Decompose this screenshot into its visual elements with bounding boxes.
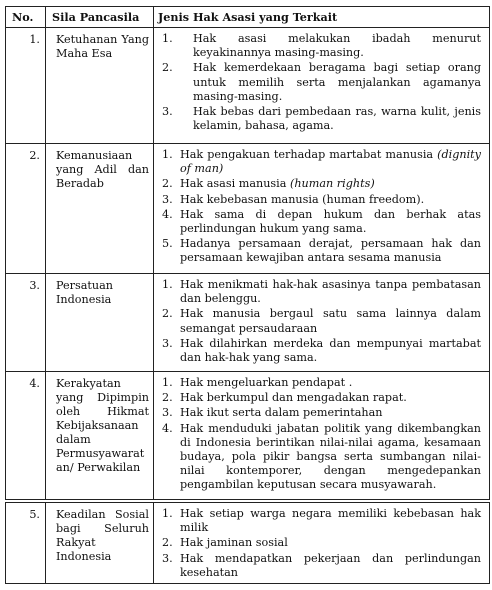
- row-number: 5.: [6, 503, 46, 583]
- rights-list-cell: [154, 28, 489, 143]
- rights-list: [162, 278, 481, 365]
- table-row: [5, 502, 490, 584]
- list-item: 4. Hak menduduki jabatan politik yang dikembangkan di Indonesia berintikan nilai-nilai agama, kesamaan budaya, pola pikir bangsa serta sumbangan nilai-nilai kontemporer, dengan mengedepankan pengambilan keputusan secara musyawarah.: [162, 421, 481, 492]
- list-item: 4. Hak sama di depan hukum dan berhak atas perlindungan hukum yang sama.: [162, 207, 481, 236]
- sila-name: Kemanusiaan yang Adil dan Beradab: [46, 144, 154, 273]
- list-item: 1. Hak mengeluarkan pendapat .: [162, 376, 353, 389]
- table-row: [5, 372, 490, 500]
- header-no: No.: [6, 7, 46, 27]
- rights-list-cell: [154, 372, 489, 499]
- sila-name: Ketuhanan Yang Maha Esa: [46, 28, 154, 143]
- list-item: 1. Hak pengakuan terhadap martabat manusia (dignity of man): [162, 148, 481, 176]
- rights-list: [162, 148, 481, 266]
- sila-name: Keadilan Sosial bagi Seluruh Rakyat Indonesia: [46, 503, 154, 583]
- list-item: 1. Hak setiap warga negara memiliki kebebasan hak milik: [162, 507, 481, 535]
- table-row: [5, 274, 490, 372]
- rights-list: [162, 507, 481, 580]
- list-item: 1. Hak menikmati hak-hak asasinya tanpa pembatasan dan belenggu.: [162, 278, 481, 306]
- rights-list-cell: [154, 274, 489, 371]
- sila-name: Kerakyatan yang Dipimpin oleh Hikmat Kebijaksanaan dalam Permusyawarat an/ Perwakilan: [46, 372, 154, 499]
- list-item: 3. Hak bebas dari pembedaan ras, warna kulit, jenis kelamin, bahasa, agama.: [162, 105, 481, 133]
- list-item: 5. Hadanya persamaan derajat, persamaan hak dan persamaan kewajiban antara sesama manusia: [162, 237, 481, 265]
- rights-list-cell: [154, 144, 489, 273]
- list-item: 3. Hak dilahirkan merdeka dan mempunyai martabat dan hak-hak yang sama.: [162, 336, 481, 365]
- list-item: 2. Hak kemerdekaan beragama bagi setiap orang untuk memilih serta menjalankan agamanya masing-masing.: [162, 61, 481, 103]
- rights-list: [162, 32, 481, 133]
- row-number: 3.: [6, 274, 46, 371]
- list-item: 2. Hak jaminan sosial: [162, 536, 288, 550]
- rights-list: [162, 376, 481, 493]
- table-row: [5, 28, 490, 144]
- rights-list-cell: [154, 503, 489, 583]
- list-item: 3. Hak mendapatkan pekerjaan dan perlindungan kesehatan: [162, 551, 481, 579]
- list-item: 3. Hak ikut serta dalam pemerintahan: [162, 406, 383, 420]
- sila-name: Persatuan Indonesia: [46, 274, 154, 371]
- header-sila: Sila Pancasila: [46, 7, 154, 27]
- list-item: 2. Hak berkumpul dan mengadakan rapat.: [162, 391, 407, 405]
- table-header: [5, 6, 490, 28]
- list-item: 1. Hak asasi melakukan ibadah menurut keyakinannya masing-masing.: [162, 32, 481, 60]
- row-number: 2.: [6, 144, 46, 273]
- row-number: 4.: [6, 372, 46, 499]
- header-jenis: Jenis Hak Asasi yang Terkait: [158, 10, 338, 24]
- list-item: 2. Hak asasi manusia (human rights): [162, 177, 375, 191]
- row-number: 1.: [6, 28, 46, 143]
- table-row: [5, 144, 490, 274]
- list-item: 2. Hak manusia bergaul satu sama lainnya dalam semangat persaudaraan: [162, 307, 481, 335]
- list-item: 3. Hak kebebasan manusia (human freedom).: [162, 192, 425, 206]
